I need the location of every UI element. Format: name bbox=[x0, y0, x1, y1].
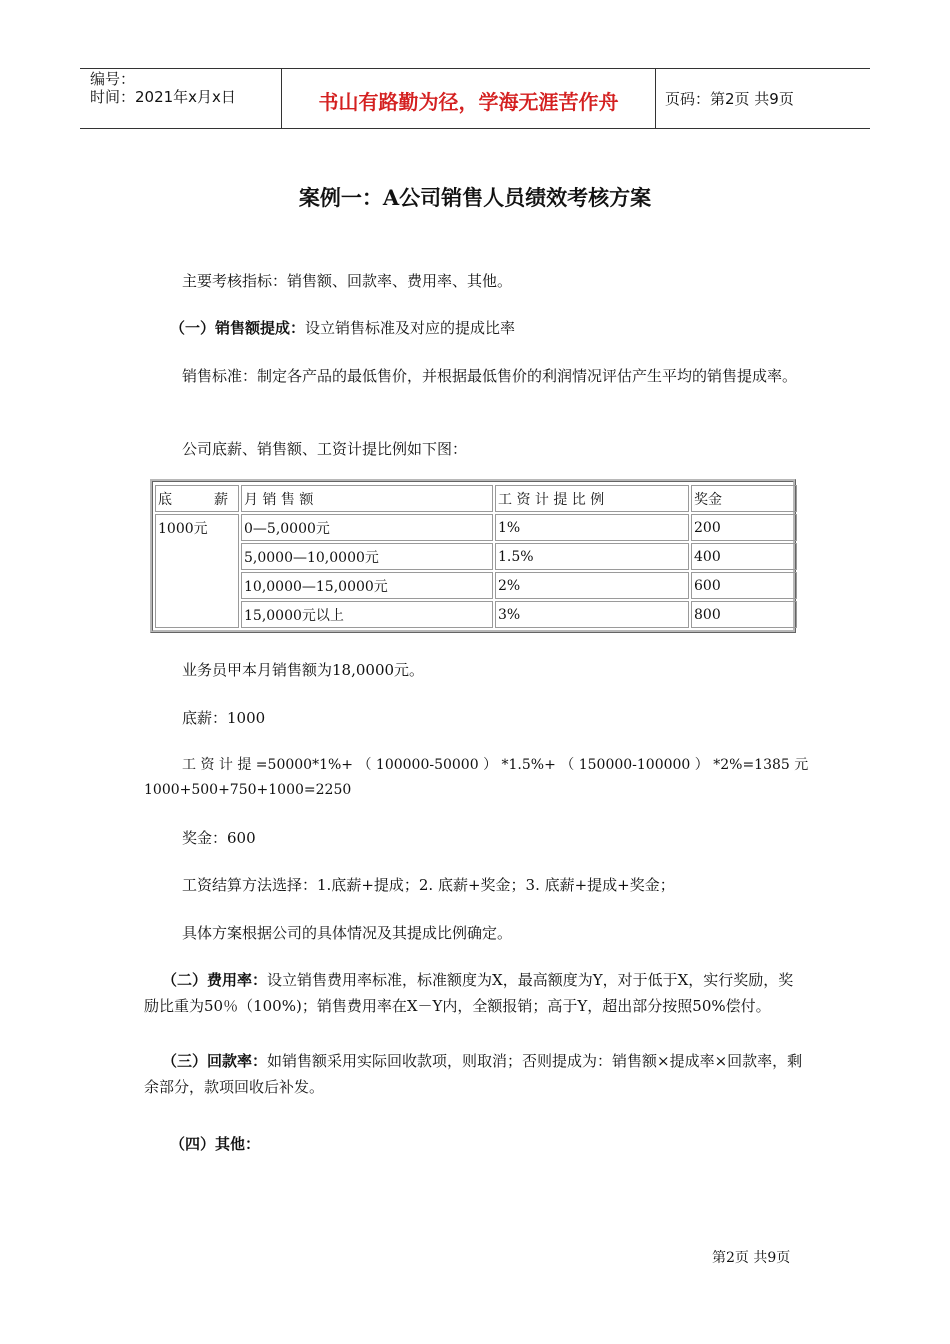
section1-text: 设立销售标准及对应的提成比率 bbox=[305, 319, 516, 337]
header-top-rule bbox=[80, 68, 870, 69]
section3-heading: （三）回款率： bbox=[162, 1052, 268, 1070]
bonus-cell: 600 bbox=[691, 572, 797, 599]
example-formula-sum: 1000+500+750+1000=2250 bbox=[144, 782, 352, 798]
section4-heading: （四）其他： bbox=[170, 1135, 261, 1153]
bonus-cell: 400 bbox=[691, 543, 797, 570]
page-title: 案例一：A公司销售人员绩效考核方案 bbox=[298, 185, 652, 210]
example-line: 奖金：600 bbox=[182, 829, 256, 847]
sales-cell: 15,0000元以上 bbox=[241, 601, 493, 628]
section3-paragraph bbox=[144, 1048, 808, 1100]
base-salary-cell: 1000元 bbox=[155, 514, 239, 628]
example-line: 业务员甲本月销售额为18,0000元。 bbox=[182, 661, 425, 679]
intro-paragraph: 主要考核指标：销售额、回款率、费用率、其他。 bbox=[182, 272, 513, 290]
example-line: 工资结算方法选择：1.底薪+提成；2. 底薪+奖金；3. 底薪+提成+奖金； bbox=[182, 876, 675, 894]
ratio-cell: 3% bbox=[495, 601, 689, 628]
header-cell-ratio: 工 资 计 提 比 例 bbox=[495, 485, 689, 512]
commission-table bbox=[153, 483, 799, 630]
section1-heading: （一）销售额提成： bbox=[170, 319, 306, 337]
header-meta bbox=[90, 70, 236, 106]
header-motto: 书山有路勤为径，学海无涯苦作舟 bbox=[318, 90, 619, 114]
bonus-cell: 800 bbox=[691, 601, 797, 628]
time-label: 时间：2021年x月x日 bbox=[90, 88, 236, 106]
section1-paragraph bbox=[170, 315, 515, 341]
table-header-row bbox=[155, 485, 797, 512]
bonus-cell: 200 bbox=[691, 514, 797, 541]
section3-text: 如销售额采用实际回收款项，则取消；否则提成为：销售额×提成率×回款率，剩余部分，款项回收后补发。 bbox=[144, 1052, 803, 1096]
header-page-info: 页码：第2页 共9页 bbox=[665, 90, 794, 108]
example-line: 底薪：1000 bbox=[182, 709, 266, 727]
ratio-cell: 2% bbox=[495, 572, 689, 599]
sales-cell: 5,0000—10,0000元 bbox=[241, 543, 493, 570]
table-row bbox=[155, 514, 797, 541]
section2-paragraph bbox=[144, 967, 808, 1019]
sales-standard-paragraph: 销售标准：制定各产品的最低售价，并根据最低售价的利润情况评估产生平均的销售提成率。 bbox=[182, 367, 798, 385]
number-label: 编号： bbox=[90, 70, 136, 88]
sales-cell: 0—5,0000元 bbox=[241, 514, 493, 541]
example-line: 具体方案根据公司的具体情况及其提成比例确定。 bbox=[182, 924, 513, 942]
section2-text: 设立销售费用率标准，标准额度为X，最高额度为Y，对于低于X，实行奖励，奖励比重为50％（100%)；销售费用率在X－Y内，全额报销；高于Y，超出部分按照50%偿付。 bbox=[144, 971, 794, 1015]
table-row bbox=[155, 572, 797, 599]
section4-paragraph bbox=[170, 1131, 260, 1157]
ratio-cell: 1% bbox=[495, 514, 689, 541]
table-intro: 公司底薪、销售额、工资计提比例如下图： bbox=[182, 440, 468, 458]
section2-heading: （二）费用率： bbox=[162, 971, 268, 989]
header-divider bbox=[655, 68, 656, 129]
table-row bbox=[155, 601, 797, 628]
header-cell-base-salary: 底 薪 bbox=[155, 485, 239, 512]
header-bottom-rule bbox=[80, 128, 870, 129]
table-row bbox=[155, 543, 797, 570]
header-cell-monthly-sales: 月 销 售 额 bbox=[241, 485, 493, 512]
page-footer: 第2页 共9页 bbox=[712, 1250, 791, 1266]
example-formula: 工 资 计 提 =50000*1%+ （ 100000-50000 ） *1.5%+ （ 150000-100000 ） *2%=1385 元 bbox=[182, 757, 809, 773]
ratio-cell: 1.5% bbox=[495, 543, 689, 570]
sales-cell: 10,0000—15,0000元 bbox=[241, 572, 493, 599]
header-cell-bonus: 奖金 bbox=[691, 485, 797, 512]
